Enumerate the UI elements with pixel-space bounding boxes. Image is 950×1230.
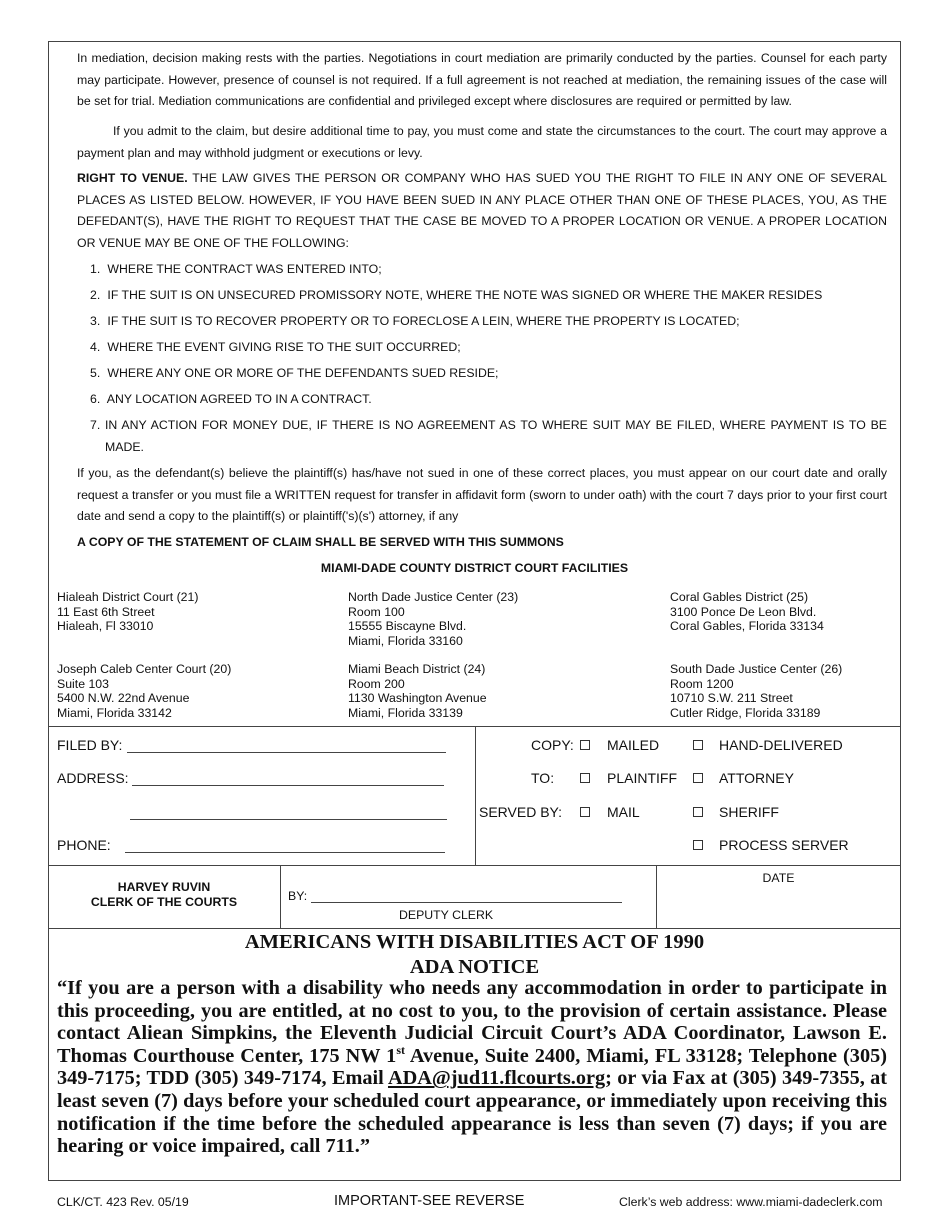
divider bbox=[48, 928, 901, 929]
checkbox-hand-delivered[interactable] bbox=[693, 740, 703, 750]
form-id: CLK/CT. 423 Rev. 05/19 bbox=[57, 1195, 189, 1209]
venue-item: 1. WHERE THE CONTRACT WAS ENTERED INTO; bbox=[90, 262, 382, 276]
checkbox-sheriff[interactable] bbox=[693, 807, 703, 817]
by-label: BY: bbox=[288, 889, 308, 903]
venue-item: 2. IF THE SUIT IS ON UNSECURED PROMISSORY NOTE, WHERE THE NOTE WAS SIGNED OR WHERE THE MAKER RESIDES bbox=[90, 288, 823, 302]
mediation-paragraph: In mediation, decision making rests with the parties. Negotiations in court mediation are primarily conducted by the parties. Counsel for each party may participate. However, presence of counsel is not required. If a full agreement is not reached at mediation, the remaining issues of the case will be set for trial. Mediation communications are confidential and privileged except where disclosures are required or permitted by law. bbox=[77, 51, 887, 109]
venue-paragraph bbox=[77, 168, 887, 255]
mailed-label: MAILED bbox=[607, 737, 660, 753]
copy-label: COPY: bbox=[531, 737, 574, 753]
address-field-line-2[interactable] bbox=[130, 819, 447, 820]
clerk-name: HARVEY RUVIN bbox=[117, 880, 211, 894]
venue-item: 7. IN ANY ACTION FOR MONEY DUE, IF THERE IS NO AGREEMENT AS TO WHERE SUIT MAY BE FILED, WHERE PAYMENT IS TO BE MADE. bbox=[90, 418, 887, 454]
transfer-paragraph: If you, as the defendant(s) believe the plaintiff(s) has/have not sued in one of these correct places, you must appear on our court date and orally request a transfer or you must file a WRITTEN request for transfer in affidavit form (sworn to under oath) with the court 7 days prior to your first court date and send a copy to the plaintiff(s) or plaintiff('s)(s') attorney, if any bbox=[77, 466, 887, 524]
important-see-reverse: IMPORTANT-SEE REVERSE bbox=[334, 1193, 525, 1209]
clerk-block bbox=[48, 880, 280, 910]
checkbox-attorney[interactable] bbox=[693, 773, 703, 783]
facility-coral-gables: Coral Gables District (25) 3100 Ponce De Leon Blvd. Coral Gables, Florida 33134 bbox=[670, 590, 824, 633]
payment-paragraph: If you admit to the claim, but desire additional time to pay, you must come and state the circumstances to the court. The court may approve a payment plan and may withhold judgment or executions or levy. bbox=[77, 124, 887, 160]
ada-notice-body: “If you are a person with a disability who needs any accommodation in order to participate in this proceeding, you are entitled, at no cost to you, to the provision of certain assistance. Please contact Aliean Simpkins, the Eleventh Judicial Circuit Court’s ADA Coordinator, Lawson E. Thomas Courthouse Center, 175 NW 1st Avenue, Suite 2400, Miami, FL 33128; Telephone (305) 349-7175; TDD (305) 349-7174, Email ADA@jud11.flcourts.org; or via Fax at (305) 349-7355, at least seven (7) days before your scheduled court appearance, or immediately upon receiving this notification if the time before the scheduled appearance is less than seven (7) days; if you are hearing or voice impaired, call 711.” bbox=[57, 977, 888, 1158]
date-label: DATE bbox=[762, 871, 795, 885]
address-label: ADDRESS: bbox=[57, 770, 129, 786]
filed-by-label: FILED BY: bbox=[57, 737, 123, 753]
address-field[interactable] bbox=[132, 785, 444, 786]
attorney-label: ATTORNEY bbox=[719, 770, 794, 786]
process-server-label: PROCESS SERVER bbox=[719, 837, 849, 853]
facilities-heading: MIAMI-DADE COUNTY DISTRICT COURT FACILITIES bbox=[320, 561, 629, 575]
divider bbox=[48, 865, 901, 866]
clerk-website: Clerk’s web address: www.miami-dadeclerk.com bbox=[619, 1195, 883, 1209]
divider bbox=[475, 726, 476, 865]
facility-miami-beach: Miami Beach District (24) Room 200 1130 Washington Avenue Miami, Florida 33139 bbox=[348, 662, 487, 720]
venue-item: 6. ANY LOCATION AGREED TO IN A CONTRACT. bbox=[90, 392, 372, 406]
deputy-clerk-label: DEPUTY CLERK bbox=[399, 908, 494, 922]
divider bbox=[280, 865, 281, 928]
plaintiff-label: PLAINTIFF bbox=[607, 770, 678, 786]
deputy-signature-line[interactable] bbox=[311, 902, 622, 903]
checkbox-copy[interactable] bbox=[580, 740, 590, 750]
mail-label: MAIL bbox=[607, 804, 640, 820]
phone-label: PHONE: bbox=[57, 837, 111, 853]
facility-hialeah: Hialeah District Court (21) 11 East 6th Street Hialeah, Fl 33010 bbox=[57, 590, 199, 633]
checkbox-plaintiff[interactable] bbox=[580, 773, 590, 783]
venue-item: 4. WHERE THE EVENT GIVING RISE TO THE SUIT OCCURRED; bbox=[90, 340, 461, 354]
venue-text: THE LAW GIVES THE PERSON OR COMPANY WHO HAS SUED YOU THE RIGHT TO FILE IN ANY ONE OF SEVERAL PLACES AS LISTED BELOW. HOWEVER, IF YOU HAVE BEEN SUED IN ANY PLACE OTHER THAN ONE OF THESE PLACES, YOU, AS THE DEFEDANT(S), HAVE THE RIGHT TO REQUEST THAT THE CASE BE MOVED TO A PROPER LOCATION OR VENUE. A PROPER LOCATION OR VENUE MAY BE ONE OF THE FOLLOWING: bbox=[77, 171, 888, 251]
facility-south-dade: South Dade Justice Center (26) Room 1200 10710 S.W. 211 Street Cutler Ridge, Florida 33189 bbox=[670, 662, 843, 720]
filed-by-field[interactable] bbox=[127, 752, 446, 753]
venue-heading: RIGHT TO VENUE. bbox=[77, 171, 188, 185]
facility-joseph-caleb: Joseph Caleb Center Court (20) Suite 103 5400 N.W. 22nd Avenue Miami, Florida 33142 bbox=[57, 662, 232, 720]
venue-item: 3. IF THE SUIT IS TO RECOVER PROPERTY OR TO FORECLOSE A LEIN, WHERE THE PROPERTY IS LOCATED; bbox=[90, 314, 740, 328]
to-label: TO: bbox=[531, 770, 555, 786]
facility-north-dade: North Dade Justice Center (23) Room 100 15555 Biscayne Blvd. Miami, Florida 33160 bbox=[348, 590, 519, 648]
venue-item: 5. WHERE ANY ONE OR MORE OF THE DEFENDANTS SUED RESIDE; bbox=[90, 366, 499, 380]
checkbox-mail[interactable] bbox=[580, 807, 590, 817]
served-by-label: SERVED BY: bbox=[479, 804, 563, 820]
hand-delivered-label: HAND-DELIVERED bbox=[719, 737, 843, 753]
copy-notice: A COPY OF THE STATEMENT OF CLAIM SHALL BE SERVED WITH THIS SUMMONS bbox=[77, 535, 564, 549]
checkbox-process-server[interactable] bbox=[693, 840, 703, 850]
phone-field[interactable] bbox=[125, 852, 445, 853]
ada-email-link[interactable]: ADA@jud11.flcourts.org bbox=[387, 1067, 606, 1090]
sheriff-label: SHERIFF bbox=[719, 804, 779, 820]
ada-subtitle: ADA NOTICE bbox=[409, 956, 540, 978]
ada-title: AMERICANS WITH DISABILITIES ACT OF 1990 bbox=[244, 931, 705, 953]
clerk-title: CLERK OF THE COURTS bbox=[90, 895, 238, 909]
